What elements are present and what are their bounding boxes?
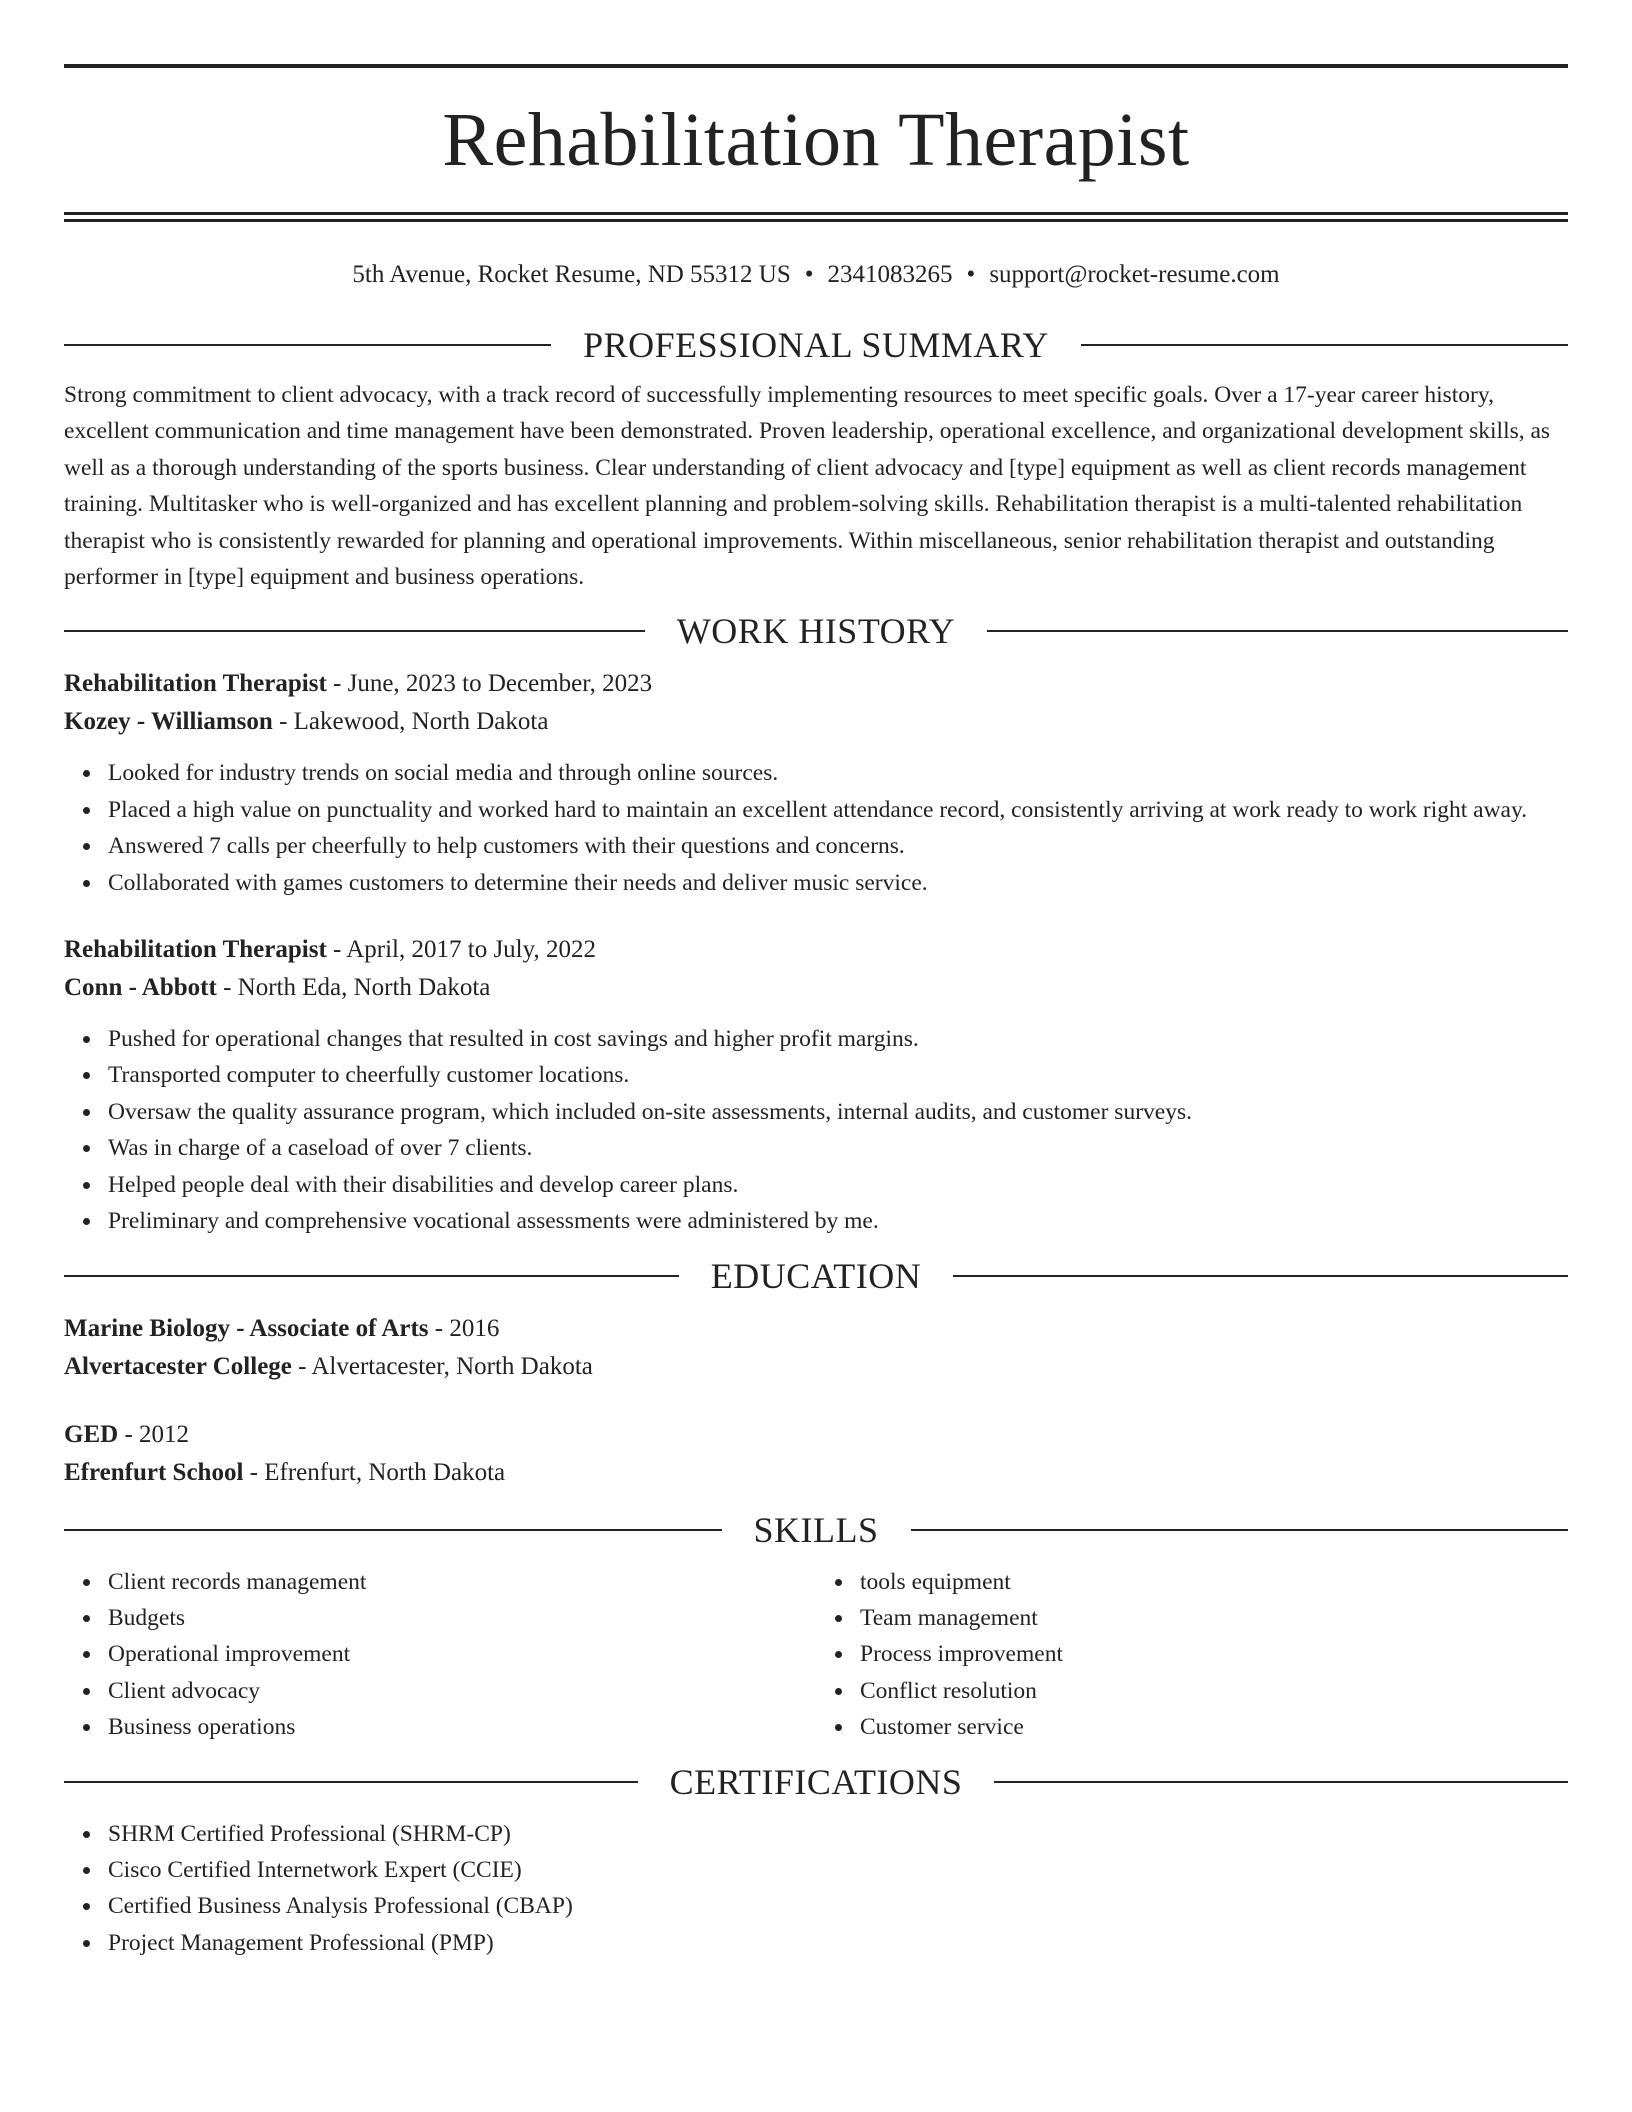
education-entry bbox=[64, 1310, 1568, 1386]
job-location: - Lakewood, North Dakota bbox=[272, 708, 549, 736]
section-title-skills: SKILLS bbox=[753, 1509, 879, 1550]
section-rule bbox=[64, 630, 645, 632]
contact-phone: 2341083265 bbox=[827, 261, 953, 288]
section-header-summary bbox=[64, 327, 1568, 363]
job-bullet: Transported computer to cheerfully customer locations. bbox=[108, 1057, 1568, 1093]
contact-email: support@rocket-resume.com bbox=[989, 261, 1280, 288]
section-rule bbox=[64, 1275, 679, 1277]
summary-text: Strong commitment to client advocacy, with a track record of successfully implementing resources to meet specific goals. Over a 17-year career history, excellent communication and time management have been demonstrated. Proven leadership, operational excellence, and organizational development skills, as well as a thorough understanding of the sports business. Clear understanding of client advocacy and [type] equipment as well as client records management training. Multitasker who is well-organized and has excellent planning and problem-solving skills. Rehabilitation therapist is a multi-talented rehabilitation therapist who is consistently rewarded for planning and operational improvements. Within miscellaneous, senior rehabilitation therapist and outstanding performer in [type] equipment and business operations. bbox=[64, 382, 1551, 591]
education-location: - Alvertacester, North Dakota bbox=[291, 1352, 593, 1380]
skill-item: tools equipment bbox=[860, 1564, 1568, 1600]
job-bullet: Placed a high value on punctuality and worked hard to maintain an excellent attendance record, consistently arriving at work ready to work right away. bbox=[108, 792, 1568, 828]
certifications-list bbox=[64, 1816, 1568, 1962]
certification-item: Certified Business Analysis Professional (CBAP) bbox=[108, 1888, 1568, 1924]
education-year: - 2012 bbox=[118, 1420, 190, 1448]
contact-address: 5th Avenue, Rocket Resume, ND 55312 US bbox=[352, 261, 791, 288]
education-location: - Efrenfurt, North Dakota bbox=[243, 1458, 506, 1486]
skill-item: Process improvement bbox=[860, 1636, 1568, 1672]
education-school-line bbox=[64, 1348, 1568, 1386]
skill-item: Customer service bbox=[860, 1709, 1568, 1745]
job-entry bbox=[64, 931, 1568, 1239]
header-double-rule bbox=[64, 212, 1568, 222]
certification-item: SHRM Certified Professional (SHRM-CP) bbox=[108, 1816, 1568, 1852]
section-title-work: WORK HISTORY bbox=[676, 611, 956, 652]
job-company: Conn - Abbott bbox=[64, 974, 217, 1002]
skills-columns bbox=[64, 1564, 1568, 1746]
section-rule bbox=[64, 1781, 638, 1783]
section-header-work bbox=[64, 611, 1568, 652]
job-entry bbox=[64, 665, 1568, 901]
skill-item: Business operations bbox=[108, 1709, 816, 1745]
education-degree-line bbox=[64, 1310, 1568, 1348]
education-year: - 2016 bbox=[428, 1314, 500, 1342]
section-rule bbox=[953, 1275, 1568, 1277]
job-bullets bbox=[64, 755, 1568, 901]
education-degree: Marine Biology - Associate of Arts bbox=[64, 1314, 429, 1342]
job-bullet: Answered 7 calls per cheerfully to help customers with their questions and concerns. bbox=[108, 828, 1568, 864]
job-bullets bbox=[64, 1021, 1568, 1239]
header-top-rule bbox=[64, 64, 1568, 68]
section-rule bbox=[911, 1529, 1569, 1531]
section-header-skills bbox=[64, 1509, 1568, 1550]
job-title: Rehabilitation Therapist bbox=[64, 670, 327, 698]
section-header-education bbox=[64, 1255, 1568, 1296]
section-rule bbox=[994, 1781, 1568, 1783]
section-rule bbox=[1081, 344, 1568, 346]
section-header-certifications bbox=[64, 1761, 1568, 1802]
education-school-line bbox=[64, 1454, 1568, 1492]
education-degree-line bbox=[64, 1416, 1568, 1454]
education-entry bbox=[64, 1416, 1568, 1492]
section-rule bbox=[987, 630, 1568, 632]
section-rule bbox=[64, 1529, 722, 1531]
job-title-line bbox=[64, 931, 1568, 969]
job-bullet: Pushed for operational changes that resulted in cost savings and higher profit margins. bbox=[108, 1021, 1568, 1057]
education-school: Efrenfurt School bbox=[64, 1458, 244, 1486]
contact-line bbox=[64, 260, 1568, 290]
job-location: - North Eda, North Dakota bbox=[216, 974, 491, 1002]
contact-separator: • bbox=[804, 261, 814, 288]
section-title-certifications: CERTIFICATIONS bbox=[669, 1761, 963, 1802]
section-title-summary: PROFESSIONAL SUMMARY bbox=[583, 325, 1049, 365]
skill-item: Client records management bbox=[108, 1564, 816, 1600]
job-title: Rehabilitation Therapist bbox=[64, 936, 327, 964]
skill-item: Budgets bbox=[108, 1600, 816, 1636]
job-dates: - April, 2017 to July, 2022 bbox=[326, 936, 596, 964]
job-bullet: Collaborated with games customers to determine their needs and deliver music service. bbox=[108, 865, 1568, 901]
job-dates: - June, 2023 to December, 2023 bbox=[326, 670, 653, 698]
skill-item: Client advocacy bbox=[108, 1673, 816, 1709]
skill-item: Operational improvement bbox=[108, 1636, 816, 1672]
education-school: Alvertacester College bbox=[64, 1352, 292, 1380]
contact-separator: • bbox=[966, 261, 976, 288]
skills-list-right bbox=[816, 1564, 1568, 1746]
section-rule bbox=[64, 344, 551, 346]
certification-item: Project Management Professional (PMP) bbox=[108, 1925, 1568, 1961]
job-bullet: Looked for industry trends on social media and through online sources. bbox=[108, 755, 1568, 791]
candidate-name: Rehabilitation Therapist bbox=[442, 98, 1190, 182]
job-company-line bbox=[64, 703, 1568, 741]
job-bullet: Oversaw the quality assurance program, which included on-site assessments, internal audits, and customer surveys. bbox=[108, 1094, 1568, 1130]
education-degree: GED bbox=[64, 1420, 119, 1448]
job-bullet: Preliminary and comprehensive vocational assessments were administered by me. bbox=[108, 1203, 1568, 1239]
skill-item: Conflict resolution bbox=[860, 1673, 1568, 1709]
certification-item: Cisco Certified Internetwork Expert (CCIE) bbox=[108, 1852, 1568, 1888]
job-title-line bbox=[64, 665, 1568, 703]
job-company: Kozey - Williamson bbox=[64, 708, 273, 736]
skill-item: Team management bbox=[860, 1600, 1568, 1636]
job-bullet: Helped people deal with their disabilities and develop career plans. bbox=[108, 1167, 1568, 1203]
job-bullet: Was in charge of a caseload of over 7 clients. bbox=[108, 1130, 1568, 1166]
resume-page bbox=[64, 0, 1568, 1961]
job-company-line bbox=[64, 969, 1568, 1007]
skills-list-left bbox=[64, 1564, 816, 1746]
section-title-education: EDUCATION bbox=[710, 1255, 922, 1296]
